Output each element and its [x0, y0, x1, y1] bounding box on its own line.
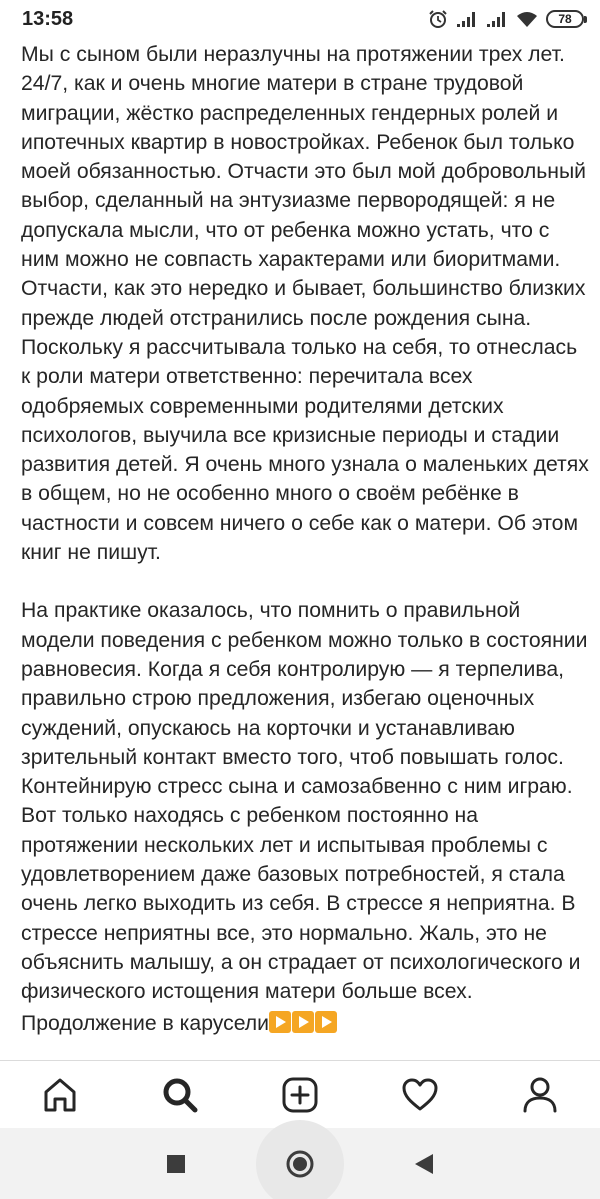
- signal-icon: [486, 10, 508, 28]
- user-icon: [521, 1076, 559, 1114]
- system-nav-bar: [0, 1128, 600, 1199]
- battery-level: 78: [558, 12, 572, 26]
- play-emojis: [269, 1011, 337, 1033]
- caption-paragraph-2: На практике оказалось, что помнить о правильной модели поведения с ребенком можно только в состоянии равновесия. Когда я себя контролирую — я терпелива, правильно строю предложения, избегаю оценочных суждений, опускаюсь на корточки и устанавливаю зрительный контакт вместо того, чтоб повышать голос. Контейнирую стресс сына и самозабвенно с ним играю. Вот только находясь с ребенком постоянно на протяжении нескольких лет и испытывая проблемы с удовлетворением даже базовых потребностей, я стала очень легко выходить из себя. В стрессе я неприятна. В стрессе неприятны все, это нормально. Жаль, это не объяснить малышу, а он страдает от психологического и физического истощения матери больше всех.: [21, 599, 588, 1004]
- back-button[interactable]: [398, 1128, 450, 1199]
- caption-continuation: [21, 1009, 589, 1038]
- plus-square-icon: [281, 1076, 319, 1114]
- status-icons: [428, 8, 584, 30]
- tab-home[interactable]: [38, 1073, 82, 1117]
- signal-icon: [456, 10, 478, 28]
- tab-new-post[interactable]: [278, 1073, 322, 1117]
- recents-button[interactable]: [150, 1128, 202, 1199]
- home-button-backdrop: [256, 1120, 344, 1199]
- continuation-text: Продолжение в карусели: [21, 1011, 269, 1035]
- home-button[interactable]: [238, 1128, 362, 1199]
- recents-square-icon: [166, 1154, 186, 1174]
- status-time: 13:58: [22, 8, 74, 30]
- battery-icon: [546, 10, 584, 28]
- play-icon: [269, 1011, 291, 1033]
- tab-search[interactable]: [158, 1073, 202, 1117]
- tab-activity[interactable]: [398, 1073, 442, 1117]
- home-circle-icon: [285, 1149, 315, 1179]
- tab-profile[interactable]: [518, 1073, 562, 1117]
- bottom-tab-bar: [0, 1060, 600, 1129]
- play-icon: [315, 1011, 337, 1033]
- heart-icon: [401, 1076, 439, 1114]
- caption-paragraph-1: Мы с сыном были неразлучны на протяжении трех лет. 24/7, как и очень многие матери в стране трудовой миграции, жёстко распределенных гендерных ролей и ипотечных квартир в новостройках. Ребенок был только моей обязанностью. Отчасти это был мой добровольный выбор, сделанный на энтузиазме первородящей: я не допускала мысли, что от ребенка можно устать, что с ним можно не совпасть характерами или биоритмами. Отчасти, как это нередко и бывает, большинство близких прежде людей отстранились после рождения сына. Поскольку я рассчитывала только на себя, то отнеслась к роли матери ответственно: перечитала всех одобряемых современными родителями детских психологов, выучила все кризисные периоды и стадии развития детей. Я очень много узнала о маленьких детях в общем, но не особенно много о своём ребёнке в частности и совсем ничего о себе как о матери. Об этом книг не пишут.: [21, 43, 589, 565]
- play-icon: [292, 1011, 314, 1033]
- back-triangle-icon: [413, 1152, 435, 1176]
- status-bar: [0, 0, 600, 40]
- search-icon: [161, 1076, 199, 1114]
- alarm-icon: [428, 9, 448, 29]
- home-icon: [41, 1076, 79, 1114]
- wifi-icon: [516, 10, 538, 28]
- post-caption: [21, 40, 589, 1038]
